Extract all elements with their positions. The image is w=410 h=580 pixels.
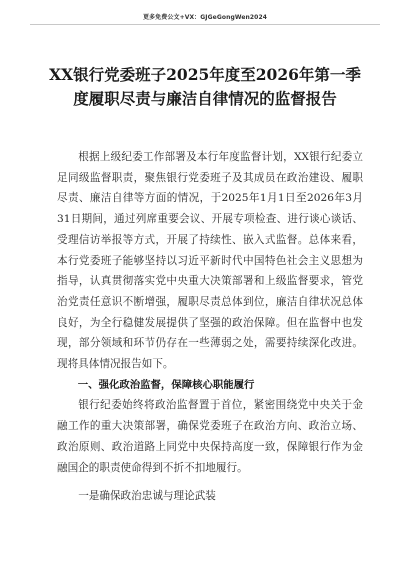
- header-divider: [30, 24, 380, 25]
- intro-paragraph: 根据上级纪委工作部署及本行年度监督计划，XX银行纪委立足同级监督职责，聚焦银行党委班子及其成员在政治建设、履职尽责、廉洁自律等方面的情况，于2025年1月1日至2026年3月31日期间，通过列席重要会议、开展专项检查、进行谈心谈话、受理信访举报等方式，开展了持续性、嵌入式监督。总体来看，本行党委班子能够坚持以习近平新时代中国特色社会主义思想为指导，认真贯彻落实党中央重大决策部署和上级监督要求，管党治党责任意识不断增强，履职尽责总体到位，廉洁自律状况总体良好，为全行稳健发展提供了坚强的政治保障。但在监督中也发现，部分领域和环节仍存在一些薄弱之处，需要持续深化改进。现将具体情况报告如下。: [57, 151, 363, 371]
- document-title: XX银行党委班子2025年度至2026年第一季度履职尽责与廉洁自律情况的监督报告: [49, 65, 361, 108]
- sub-heading: 一是确保政治忠诚与理论武装: [78, 490, 216, 503]
- section-heading: 一、强化政治监督，保障核心职能履行: [77, 378, 255, 391]
- document-body: [57, 147, 363, 507]
- section-paragraph: 银行纪委始终将政治监督置于首位，紧密围绕党中央关于金融工作的重大决策部署，确保党委班子在政治方向、政治立场、政治原则、政治道路上同党中央保持高度一致，保障银行作为金融国企的职责使命得到不折不扣地履行。: [57, 399, 363, 474]
- header-note: 更多免费公文+VX：GJGeGongWen2024: [142, 14, 267, 21]
